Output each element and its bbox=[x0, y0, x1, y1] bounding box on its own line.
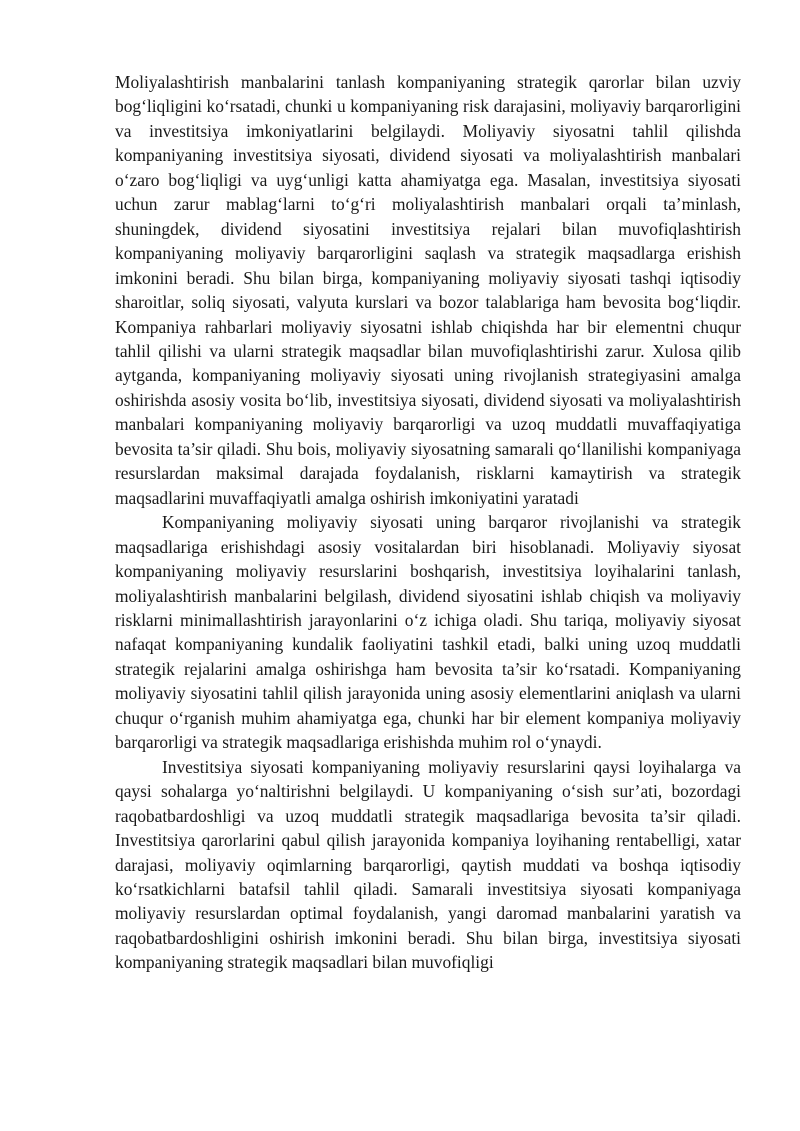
paragraph-investitsiya-siyosati: Investitsiya siyosati kompaniyaning moliyaviy resurslarini qaysi loyihalarga va qaysi sohalarga yo‘naltirishni belgilaydi. U kompaniyaning o‘sish sur’ati, bozordagi raqobatbardoshligi va uzoq muddatli strategik maqsadlariga bevosita ta’sir qiladi. Investitsiya qarorlarini qabul qilish jarayonida kompaniya loyihaning rentabelligi, xatar darajasi, moliyaviy oqimlarning barqarorligi, qaytish muddati va boshqa iqtisodiy ko‘rsatkichlarni batafsil tahlil qiladi. Samarali investitsiya siyosati kompaniyaga moliyaviy resurslardan optimal foydalanish, yangi daromad manbalarini yaratish va raqobatbardoshligini oshirish imkonini beradi. Shu bilan birga, investitsiya siyosati kompaniyaning strategik maqsadlari bilan muvofiqligi bbox=[115, 756, 741, 973]
document-page bbox=[115, 70, 741, 975]
paragraph-moliyaviy-siyosat: Kompaniyaning moliyaviy siyosati uning barqaror rivojlanishi va strategik maqsadlariga erishishdagi asosiy vositalardan biri hisoblanadi. Moliyaviy siyosat kompaniyaning moliyaviy resurslarini boshqarish, investitsiya loyihalarini tanlash, moliyalashtirish manbalarini belgilash, dividend siyosatini ishlab chiqish va moliyaviy risklarni minimallashtirish jarayonlarini o‘z ichiga oladi. Shu tariqa, moliyaviy siyosat nafaqat kompaniyaning kundalik faoliyatini tashkil etadi, balki uning uzoq muddatli strategik rejalarini amalga oshirishga ham bevosita ta’sir ko‘rsatadi. Kompaniyaning moliyaviy siyosatini tahlil qilish jarayonida uning asosiy elementlarini aniqlash va ularni chuqur o‘rganish muhim ahamiyatga ega, chunki har bir element kompaniya moliyaviy barqarorligi va strategik maqsadlariga erishishda muhim rol o‘ynaydi. bbox=[115, 512, 741, 753]
paragraph-moliyalashtirish-manbalari: Moliyalashtirish manbalarini tanlash kompaniyaning strategik qarorlar bilan uzviy bog‘liqligini ko‘rsatadi, chunki u kompaniyaning risk darajasini, moliyaviy barqarorligini va investitsiya imkoniyatlarini belgilaydi. Moliyaviy siyosatni tahlil qilishda kompaniyaning investitsiya siyosati, dividend siyosati va moliyalashtirish manbalari o‘zaro bog‘liqligi va uyg‘unligi katta ahamiyatga ega. Masalan, investitsiya siyosati uchun zarur mablag‘larni to‘g‘ri moliyalashtirish manbalari orqali ta’minlash, shuningdek, dividend siyosatini investitsiya rejalari bilan muvofiqlashtirish kompaniyaning moliyaviy barqarorligini saqlash va strategik maqsadlarga erishish imkonini beradi. Shu bilan birga, kompaniyaning moliyaviy siyosati tashqi iqtisodiy sharoitlar, soliq siyosati, valyuta kurslari va bozor talablariga ham bevosita bog‘liqdir. Kompaniya rahbarlari moliyaviy siyosatni ishlab chiqishda har bir elementni chuqur tahlil qilishi va ularni strategik maqsadlar bilan muvofiqlashtirishi zarur. Xulosa qilib aytganda, kompaniyaning moliyaviy siyosati uning rivojlanish strategiyasini amalga oshirishda asosiy vosita bo‘lib, investitsiya siyosati, dividend siyosati va moliyalashtirish manbalari kompaniyaning moliyaviy barqarorligi va uzoq muddatli muvaffaqiyatiga bevosita ta’sir qiladi. Shu bois, moliyaviy siyosatning samarali qo‘llanilishi kompaniyaga resurslardan maksimal darajada foydalanish, risklarni kamaytirish va strategik maqsadlarini muvaffaqiyatli amalga oshirish imkoniyatini yaratadi bbox=[115, 72, 741, 508]
